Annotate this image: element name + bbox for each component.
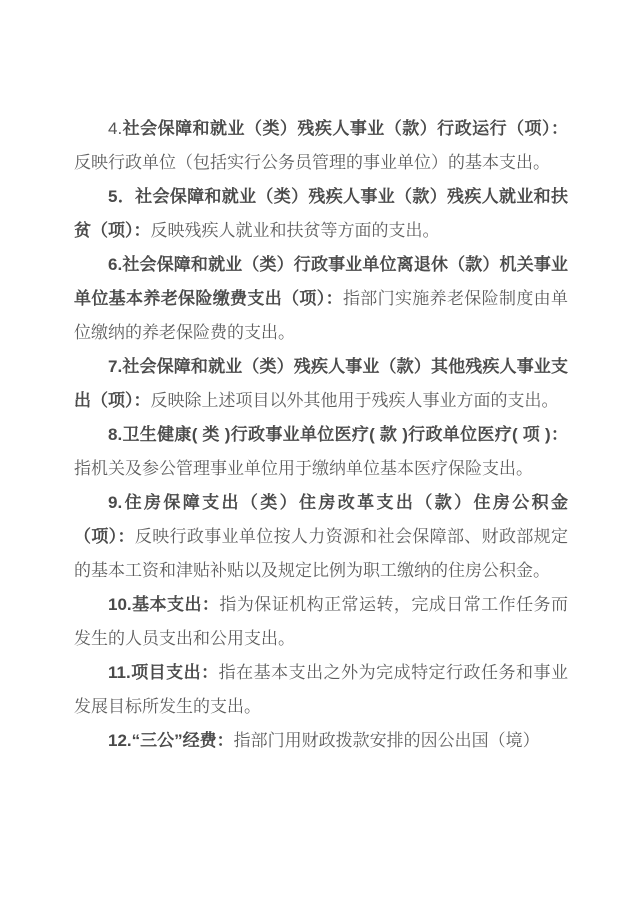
term-definition: 反映行政事业单位按人力资源和社会保障部、财政部规定的基本工资和津贴补贴以及规定比例为职工缴纳的住房公积金。 xyxy=(74,527,569,580)
term-title: 基本支出： xyxy=(131,595,220,614)
term-title: 项目支出： xyxy=(130,663,219,682)
term-number: 7. xyxy=(108,357,123,376)
term-number: 11. xyxy=(108,663,131,682)
term-number: 4. xyxy=(108,119,123,138)
definition-paragraph-12 xyxy=(74,724,568,758)
term-number: 6. xyxy=(108,255,123,274)
term-definition: 反映除上述项目以外其他用于残疾人事业方面的支出。 xyxy=(150,391,559,410)
definition-paragraph-7 xyxy=(74,350,568,418)
term-definition: 反映行政单位（包括实行公务员管理的事业单位）的基本支出。 xyxy=(74,153,550,172)
term-definition: 反映残疾人就业和扶贫等方面的支出。 xyxy=(150,221,440,240)
term-title: 社会保障和就业（类）残疾人事业（款）残疾人就业和扶贫（项）： xyxy=(74,187,568,240)
definition-paragraph-9 xyxy=(74,486,568,588)
term-title: 住房保障支出（类）住房改革支出（款）住房公积金（项）： xyxy=(74,493,568,546)
term-title: “三公”经费： xyxy=(131,731,234,750)
term-definition: 指在基本支出之外为完成特定行政任务和事业发展目标所发生的支出。 xyxy=(74,663,569,716)
definition-paragraph-8 xyxy=(74,418,568,486)
term-title: 社会保障和就业（类）行政事业单位离退休（款）机关事业单位基本养老保险缴费支出（项）： xyxy=(74,255,568,308)
term-title: 卫生健康( 类 )行政事业单位医疗( 款 )行政单位医疗( 项 )： xyxy=(122,425,568,444)
term-number: 8. xyxy=(108,425,123,444)
definition-paragraph-11 xyxy=(74,656,568,724)
term-title: 社会保障和就业（类）残疾人事业（款）其他残疾人事业支出（项）： xyxy=(74,357,568,410)
term-definition: 指部门实施养老保险制度由单位缴纳的养老保险费的支出。 xyxy=(74,289,569,342)
definition-paragraph-10 xyxy=(74,588,568,656)
term-definition: 指机关及参公管理事业单位用于缴纳单位基本医疗保险支出。 xyxy=(74,459,533,478)
term-number: 9. xyxy=(108,493,123,512)
term-number: 5． xyxy=(108,187,136,206)
definition-paragraph-4 xyxy=(74,112,568,180)
definition-paragraph-6 xyxy=(74,248,568,350)
definition-paragraph-5 xyxy=(74,180,568,248)
term-number: 12. xyxy=(108,731,132,750)
term-definition: 指部门用财政拨款安排的因公出国（境） xyxy=(233,731,540,750)
term-definition: 指为保证机构正常运转，完成日常工作任务而发生的人员支出和公用支出。 xyxy=(74,595,569,648)
term-number: 10. xyxy=(108,595,132,614)
term-title: 社会保障和就业（类）残疾人事业（款）行政运行（项）： xyxy=(122,119,568,138)
article-body xyxy=(74,0,568,758)
